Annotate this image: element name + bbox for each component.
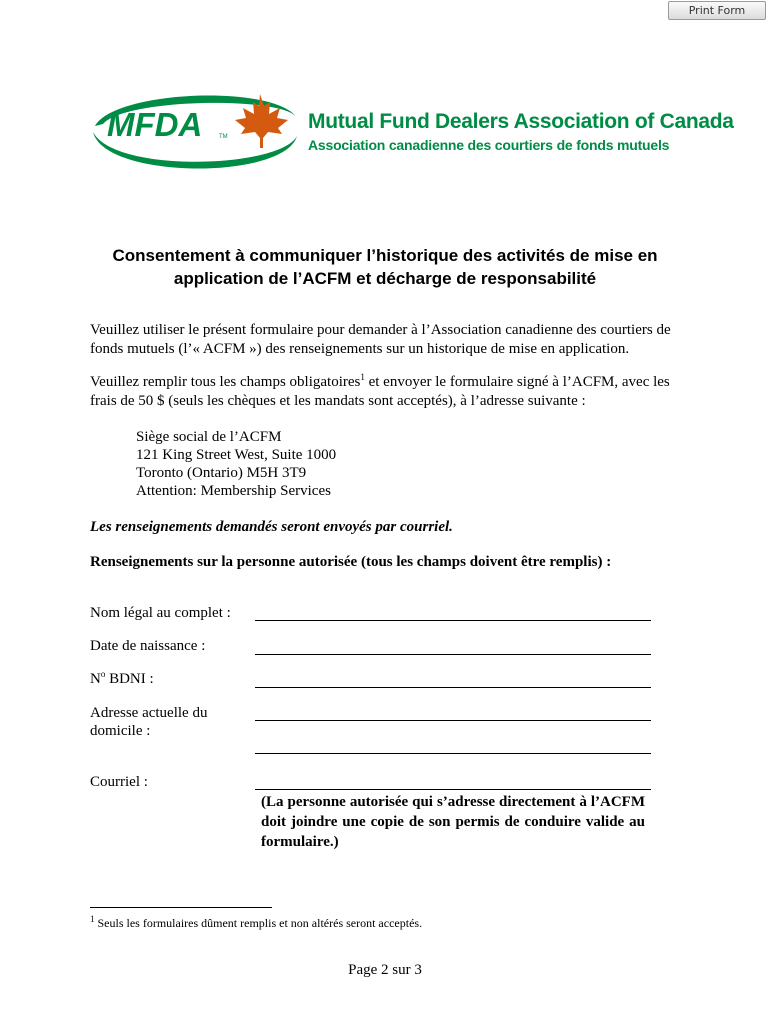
legal-name-field[interactable] [255,620,651,621]
footnote-marker: 1 [90,914,95,924]
print-form-button[interactable]: Print Form [668,1,766,20]
address-field-1[interactable] [255,720,651,721]
footnote [90,916,422,931]
address-field-2[interactable] [255,753,651,754]
form-title-line-2: application de l’ACFM et décharge de responsabilité [173,269,597,288]
address-label-line-1: Adresse actuelle du [90,705,208,721]
org-name-fr: Association canadienne des courtiers de fonds mutuels [308,137,670,153]
footnote-text: Seuls les formulaires dûment remplis et non altérés seront acceptés. [94,916,423,930]
address-line-2: 121 King Street West, Suite 1000 [136,447,337,463]
legal-name-label: Nom légal au complet : [90,605,231,621]
footnote-ref: 1 [360,372,365,382]
form-title-line-1: Consentement à communiquer l’historique des activités de mise en [112,246,658,265]
section-title: Renseignements sur la personne autorisée (tous les champs doivent être remplis) : [90,554,612,570]
intro-paragraph-1: Veuillez utiliser le présent formulaire pour demander à l’Association canadienne des courtiers de fonds mutuels (l’« ACFM ») des renseignements sur un historique de mise en application. [90,322,671,357]
email-label: Courriel : [90,774,148,790]
email-notice: Les renseignements demandés seront envoyés par courriel. [90,519,453,535]
license-note: (La personne autorisée qui s’adresse directement à l’ACFM doit joindre une copie de son permis de conduire valide au formulaire.) [261,794,645,850]
form-title [90,244,680,290]
intro-paragraph-2 [90,373,690,411]
email-field[interactable] [255,789,651,790]
logo-text: MFDA [107,106,203,143]
bdni-field[interactable] [255,687,651,688]
birth-date-label: Date de naissance : [90,638,206,654]
address-block [136,428,336,500]
address-label [90,704,207,740]
address-line-4: Attention: Membership Services [136,483,331,499]
bdni-label-n: N [90,671,101,687]
bdni-label-o: o [100,669,106,679]
page-number: Page 2 sur 3 [348,962,422,978]
logo-tm: TM [219,134,228,140]
bdni-label [90,670,154,688]
address-line-1: Siège social de l’ACFM [136,429,282,445]
address-label-line-2: domicile : [90,723,151,739]
footnote-divider [90,907,272,908]
intro-paragraph-2-end: et envoyer le formulaire signé à l’ACFM, avec les frais de 50 $ (seuls les chèques et les mandats sont acceptés), à l’adresse suivante : [90,374,670,409]
birth-date-field[interactable] [255,654,651,655]
bdni-label-rest: BDNI : [105,671,154,687]
address-line-3: Toronto (Ontario) M5H 3T9 [136,465,307,481]
intro-paragraph-2-start: Veuillez remplir tous les champs obligatoires [90,374,361,390]
org-name-en: Mutual Fund Dealers Association of Canada [308,110,734,133]
